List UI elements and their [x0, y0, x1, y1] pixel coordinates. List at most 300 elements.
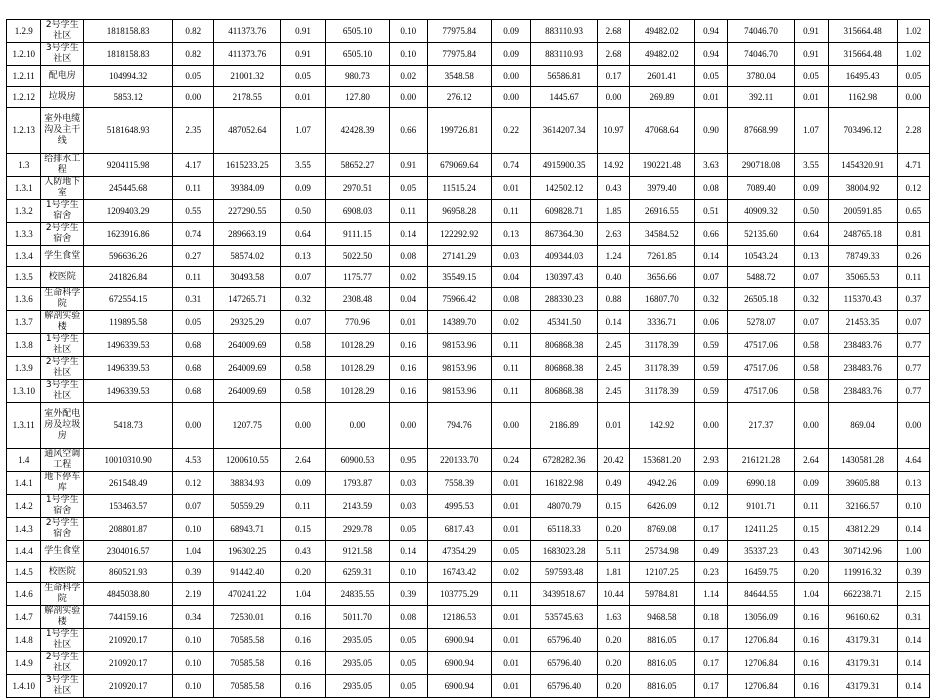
value-cell: 7558.39: [427, 472, 491, 495]
value-cell: 0.07: [280, 311, 325, 334]
item-code-cell: 1.4.3: [7, 518, 41, 541]
value-cell: 2.35: [173, 108, 214, 154]
value-cell: 5418.73: [84, 403, 173, 449]
value-cell: 0.01: [491, 177, 530, 200]
value-cell: 40909.32: [728, 200, 794, 223]
value-cell: 0.16: [794, 675, 828, 698]
value-cell: 0.81: [897, 223, 929, 246]
value-cell: 91442.40: [214, 562, 280, 583]
value-cell: 0.58: [280, 357, 325, 380]
value-cell: 0.09: [794, 177, 828, 200]
item-name-cell: 学生食堂: [41, 246, 84, 267]
table-row: [7, 200, 930, 223]
value-cell: 65796.40: [531, 652, 597, 675]
value-cell: 1818158.83: [84, 20, 173, 43]
value-cell: 142.92: [630, 403, 694, 449]
value-cell: 190221.48: [630, 154, 694, 177]
value-cell: 794.76: [427, 403, 491, 449]
value-cell: 0.01: [491, 675, 530, 698]
table-row: [7, 472, 930, 495]
value-cell: 3780.04: [728, 66, 794, 87]
value-cell: 29325.29: [214, 311, 280, 334]
item-code-cell: 1.4.10: [7, 675, 41, 698]
table-row: [7, 629, 930, 652]
value-cell: 2.15: [897, 583, 929, 606]
value-cell: 65796.40: [531, 629, 597, 652]
value-cell: 0.02: [491, 311, 530, 334]
value-cell: 12411.25: [728, 518, 794, 541]
value-cell: 0.10: [897, 495, 929, 518]
value-cell: 0.00: [491, 87, 530, 108]
value-cell: 35337.23: [728, 541, 794, 562]
value-cell: 0.08: [389, 606, 427, 629]
value-cell: 1496339.53: [84, 357, 173, 380]
value-cell: 58652.27: [325, 154, 389, 177]
value-cell: 264009.69: [214, 380, 280, 403]
value-cell: 43179.31: [828, 629, 897, 652]
value-cell: 1.14: [694, 583, 728, 606]
value-cell: 0.66: [389, 108, 427, 154]
value-cell: 0.05: [389, 177, 427, 200]
value-cell: 0.09: [491, 43, 530, 66]
value-cell: 0.43: [280, 541, 325, 562]
value-cell: 0.11: [794, 495, 828, 518]
value-cell: 0.20: [597, 652, 629, 675]
item-code-cell: 1.3.6: [7, 288, 41, 311]
value-cell: 0.07: [897, 311, 929, 334]
value-cell: 0.01: [491, 495, 530, 518]
value-cell: 0.11: [491, 380, 530, 403]
value-cell: 75966.42: [427, 288, 491, 311]
value-cell: 2.68: [597, 20, 629, 43]
value-cell: 1207.75: [214, 403, 280, 449]
value-cell: 2.93: [694, 449, 728, 472]
value-cell: 307142.96: [828, 541, 897, 562]
value-cell: 0.82: [173, 43, 214, 66]
value-cell: 869.04: [828, 403, 897, 449]
value-cell: 1209403.29: [84, 200, 173, 223]
value-cell: 3.55: [794, 154, 828, 177]
value-cell: 0.43: [597, 177, 629, 200]
value-cell: 0.14: [597, 311, 629, 334]
value-cell: 16459.75: [728, 562, 794, 583]
value-cell: 0.09: [794, 472, 828, 495]
value-cell: 47068.64: [630, 108, 694, 154]
value-cell: 0.12: [897, 177, 929, 200]
value-cell: 227290.55: [214, 200, 280, 223]
item-name-cell: 3号学生社区: [41, 675, 84, 698]
value-cell: 0.01: [389, 311, 427, 334]
value-cell: 115370.43: [828, 288, 897, 311]
table-row: [7, 357, 930, 380]
value-cell: 1162.98: [828, 87, 897, 108]
value-cell: 77975.84: [427, 43, 491, 66]
value-cell: 0.03: [491, 246, 530, 267]
value-cell: 0.82: [173, 20, 214, 43]
value-cell: 2935.05: [325, 652, 389, 675]
value-cell: 1.07: [794, 108, 828, 154]
value-cell: 0.17: [694, 518, 728, 541]
value-cell: 0.01: [597, 403, 629, 449]
item-code-cell: 1.4: [7, 449, 41, 472]
value-cell: 2186.89: [531, 403, 597, 449]
value-cell: 11515.24: [427, 177, 491, 200]
value-cell: 0.15: [597, 495, 629, 518]
value-cell: 0.17: [694, 675, 728, 698]
value-cell: 4.53: [173, 449, 214, 472]
value-cell: 2929.78: [325, 518, 389, 541]
value-cell: 0.77: [897, 357, 929, 380]
value-cell: 1.63: [597, 606, 629, 629]
value-cell: 12186.53: [427, 606, 491, 629]
value-cell: 210920.17: [84, 652, 173, 675]
value-cell: 127.80: [325, 87, 389, 108]
value-cell: 0.14: [897, 629, 929, 652]
value-cell: 3439518.67: [531, 583, 597, 606]
value-cell: 0.16: [794, 629, 828, 652]
value-cell: 470241.22: [214, 583, 280, 606]
value-cell: 0.26: [897, 246, 929, 267]
value-cell: 238483.76: [828, 334, 897, 357]
table-row: [7, 675, 930, 698]
value-cell: 806868.38: [531, 334, 597, 357]
value-cell: 5011.70: [325, 606, 389, 629]
value-cell: 2308.48: [325, 288, 389, 311]
value-cell: 34584.52: [630, 223, 694, 246]
value-cell: 1.85: [597, 200, 629, 223]
value-cell: 0.03: [389, 472, 427, 495]
value-cell: 4845038.80: [84, 583, 173, 606]
value-cell: 0.90: [694, 108, 728, 154]
item-code-cell: 1.2.12: [7, 87, 41, 108]
value-cell: 0.00: [794, 403, 828, 449]
value-cell: 122292.92: [427, 223, 491, 246]
value-cell: 0.16: [794, 606, 828, 629]
value-cell: 68943.71: [214, 518, 280, 541]
item-code-cell: 1.2.10: [7, 43, 41, 66]
table-row: [7, 541, 930, 562]
value-cell: 2.28: [897, 108, 929, 154]
table-row: [7, 87, 930, 108]
value-cell: 0.32: [794, 288, 828, 311]
value-cell: 0.31: [897, 606, 929, 629]
value-cell: 70585.58: [214, 652, 280, 675]
value-cell: 2935.05: [325, 629, 389, 652]
value-cell: 0.02: [389, 66, 427, 87]
item-code-cell: 1.3.10: [7, 380, 41, 403]
value-cell: 153463.57: [84, 495, 173, 518]
value-cell: 0.01: [491, 518, 530, 541]
value-cell: 2.19: [173, 583, 214, 606]
value-cell: 0.74: [491, 154, 530, 177]
value-cell: 0.01: [491, 652, 530, 675]
value-cell: 238483.76: [828, 357, 897, 380]
item-code-cell: 1.2.13: [7, 108, 41, 154]
value-cell: 0.00: [897, 403, 929, 449]
value-cell: 32166.57: [828, 495, 897, 518]
value-cell: 6728282.36: [531, 449, 597, 472]
table-row: [7, 288, 930, 311]
value-cell: 0.65: [897, 200, 929, 223]
value-cell: 0.64: [280, 223, 325, 246]
value-cell: 2.64: [280, 449, 325, 472]
item-name-cell: 1号学生宿舍: [41, 495, 84, 518]
value-cell: 2.45: [597, 334, 629, 357]
item-name-cell: 1号学生社区: [41, 629, 84, 652]
value-cell: 12706.84: [728, 675, 794, 698]
value-cell: 31178.39: [630, 380, 694, 403]
value-cell: 98153.96: [427, 334, 491, 357]
value-cell: 315664.48: [828, 43, 897, 66]
value-cell: 43179.31: [828, 652, 897, 675]
item-code-cell: 1.4.2: [7, 495, 41, 518]
value-cell: 1793.87: [325, 472, 389, 495]
value-cell: 0.55: [173, 200, 214, 223]
value-cell: 409344.03: [531, 246, 597, 267]
value-cell: 0.77: [897, 334, 929, 357]
value-cell: 2935.05: [325, 675, 389, 698]
value-cell: 883110.93: [531, 43, 597, 66]
value-cell: 47354.29: [427, 541, 491, 562]
value-cell: 0.10: [389, 562, 427, 583]
value-cell: 74046.70: [728, 20, 794, 43]
value-cell: 96958.28: [427, 200, 491, 223]
item-code-cell: 1.4.6: [7, 583, 41, 606]
value-cell: 0.16: [280, 675, 325, 698]
item-name-cell: 室外电缆沟及主干线: [41, 108, 84, 154]
value-cell: 48070.79: [531, 495, 597, 518]
value-cell: 7089.40: [728, 177, 794, 200]
value-cell: 10128.29: [325, 380, 389, 403]
value-cell: 0.00: [173, 403, 214, 449]
value-cell: 0.58: [794, 357, 828, 380]
item-code-cell: 1.3.11: [7, 403, 41, 449]
value-cell: 52135.60: [728, 223, 794, 246]
value-cell: 679069.64: [427, 154, 491, 177]
value-cell: 2.64: [794, 449, 828, 472]
value-cell: 0.11: [173, 177, 214, 200]
item-name-cell: 生命科学院: [41, 583, 84, 606]
value-cell: 0.15: [794, 518, 828, 541]
value-cell: 264009.69: [214, 357, 280, 380]
table-row: [7, 311, 930, 334]
value-cell: 0.58: [280, 334, 325, 357]
value-cell: 0.14: [389, 223, 427, 246]
value-cell: 487052.64: [214, 108, 280, 154]
value-cell: 0.64: [794, 223, 828, 246]
value-cell: 0.05: [173, 66, 214, 87]
value-cell: 597593.48: [531, 562, 597, 583]
value-cell: 269.89: [630, 87, 694, 108]
value-cell: 0.39: [897, 562, 929, 583]
value-cell: 1496339.53: [84, 334, 173, 357]
value-cell: 59784.81: [630, 583, 694, 606]
value-cell: 0.01: [491, 472, 530, 495]
value-cell: 14.92: [597, 154, 629, 177]
value-cell: 4.17: [173, 154, 214, 177]
value-cell: 58574.02: [214, 246, 280, 267]
value-cell: 9111.15: [325, 223, 389, 246]
value-cell: 0.91: [794, 20, 828, 43]
value-cell: 74046.70: [728, 43, 794, 66]
value-cell: 4.71: [897, 154, 929, 177]
value-cell: 0.16: [280, 629, 325, 652]
value-cell: 6505.10: [325, 43, 389, 66]
value-cell: 9204115.98: [84, 154, 173, 177]
item-code-cell: 1.3: [7, 154, 41, 177]
value-cell: 0.05: [794, 66, 828, 87]
value-cell: 70585.58: [214, 629, 280, 652]
value-cell: 0.20: [597, 518, 629, 541]
value-cell: 0.01: [280, 87, 325, 108]
value-cell: 0.13: [280, 246, 325, 267]
value-cell: 9121.58: [325, 541, 389, 562]
table-row: [7, 652, 930, 675]
item-name-cell: 2号学生社区: [41, 357, 84, 380]
value-cell: 21001.32: [214, 66, 280, 87]
item-name-cell: 地下停车库: [41, 472, 84, 495]
value-cell: 0.16: [389, 357, 427, 380]
value-cell: 6900.94: [427, 629, 491, 652]
table-row: [7, 334, 930, 357]
value-cell: 0.04: [491, 267, 530, 288]
value-cell: 0.13: [794, 246, 828, 267]
value-cell: 4942.26: [630, 472, 694, 495]
value-cell: 0.05: [694, 66, 728, 87]
table-row: [7, 154, 930, 177]
value-cell: 0.51: [694, 200, 728, 223]
value-cell: 0.32: [694, 288, 728, 311]
value-cell: 2.45: [597, 380, 629, 403]
value-cell: 0.00: [597, 87, 629, 108]
item-code-cell: 1.3.9: [7, 357, 41, 380]
value-cell: 0.34: [173, 606, 214, 629]
value-cell: 0.37: [897, 288, 929, 311]
value-cell: 0.03: [389, 495, 427, 518]
value-cell: 210920.17: [84, 675, 173, 698]
value-cell: 0.12: [694, 495, 728, 518]
value-cell: 2.63: [597, 223, 629, 246]
value-cell: 744159.16: [84, 606, 173, 629]
value-cell: 8816.05: [630, 675, 694, 698]
item-code-cell: 1.3.4: [7, 246, 41, 267]
item-code-cell: 1.4.4: [7, 541, 41, 562]
value-cell: 47517.06: [728, 334, 794, 357]
value-cell: 0.18: [694, 606, 728, 629]
value-cell: 245445.68: [84, 177, 173, 200]
value-cell: 30493.58: [214, 267, 280, 288]
value-cell: 2178.55: [214, 87, 280, 108]
value-cell: 0.16: [794, 652, 828, 675]
value-cell: 0.14: [897, 652, 929, 675]
value-cell: 0.16: [280, 606, 325, 629]
item-code-cell: 1.4.7: [7, 606, 41, 629]
value-cell: 672554.15: [84, 288, 173, 311]
value-cell: 0.05: [491, 541, 530, 562]
value-cell: 2970.51: [325, 177, 389, 200]
value-cell: 3.63: [694, 154, 728, 177]
value-cell: 5022.50: [325, 246, 389, 267]
value-cell: 535745.63: [531, 606, 597, 629]
value-cell: 39605.88: [828, 472, 897, 495]
value-cell: 3979.40: [630, 177, 694, 200]
value-cell: 0.07: [794, 311, 828, 334]
value-cell: 0.10: [173, 675, 214, 698]
value-cell: 16743.42: [427, 562, 491, 583]
value-cell: 0.20: [280, 562, 325, 583]
value-cell: 0.07: [280, 267, 325, 288]
value-cell: 1818158.83: [84, 43, 173, 66]
value-cell: 10.97: [597, 108, 629, 154]
value-cell: 0.20: [597, 675, 629, 698]
value-cell: 0.11: [897, 267, 929, 288]
value-cell: 0.39: [173, 562, 214, 583]
value-cell: 56586.81: [531, 66, 597, 87]
value-cell: 860521.93: [84, 562, 173, 583]
value-cell: 1.00: [897, 541, 929, 562]
value-cell: 0.68: [173, 380, 214, 403]
value-cell: 217.37: [728, 403, 794, 449]
value-cell: 0.00: [897, 87, 929, 108]
value-cell: 31178.39: [630, 334, 694, 357]
value-cell: 220133.70: [427, 449, 491, 472]
value-cell: 0.16: [389, 334, 427, 357]
value-cell: 0.40: [597, 267, 629, 288]
value-cell: 1454320.91: [828, 154, 897, 177]
value-cell: 0.09: [491, 20, 530, 43]
value-cell: 2143.59: [325, 495, 389, 518]
value-cell: 1175.77: [325, 267, 389, 288]
value-cell: 0.10: [173, 652, 214, 675]
value-cell: 2.45: [597, 357, 629, 380]
value-cell: 1445.67: [531, 87, 597, 108]
value-cell: 5.11: [597, 541, 629, 562]
cost-breakdown-table: [6, 19, 930, 698]
value-cell: 261548.49: [84, 472, 173, 495]
value-cell: 411373.76: [214, 43, 280, 66]
value-cell: 9101.71: [728, 495, 794, 518]
value-cell: 0.11: [280, 495, 325, 518]
value-cell: 200591.85: [828, 200, 897, 223]
value-cell: 0.16: [280, 652, 325, 675]
value-cell: 43179.31: [828, 675, 897, 698]
value-cell: 0.43: [794, 541, 828, 562]
value-cell: 0.49: [597, 472, 629, 495]
value-cell: 6908.03: [325, 200, 389, 223]
value-cell: 0.01: [694, 87, 728, 108]
value-cell: 3548.58: [427, 66, 491, 87]
value-cell: 0.00: [389, 87, 427, 108]
value-cell: 1200610.55: [214, 449, 280, 472]
item-code-cell: 1.4.9: [7, 652, 41, 675]
table-row: [7, 66, 930, 87]
value-cell: 1.02: [897, 43, 929, 66]
item-code-cell: 1.3.3: [7, 223, 41, 246]
value-cell: 0.05: [389, 518, 427, 541]
value-cell: 0.94: [694, 43, 728, 66]
value-cell: 98153.96: [427, 357, 491, 380]
value-cell: 0.14: [897, 518, 929, 541]
value-cell: 276.12: [427, 87, 491, 108]
value-cell: 8816.05: [630, 652, 694, 675]
value-cell: 0.59: [694, 357, 728, 380]
value-cell: 12706.84: [728, 652, 794, 675]
table-row: [7, 267, 930, 288]
value-cell: 84644.55: [728, 583, 794, 606]
value-cell: 0.58: [794, 334, 828, 357]
item-name-cell: 垃圾房: [41, 87, 84, 108]
table-row: [7, 583, 930, 606]
